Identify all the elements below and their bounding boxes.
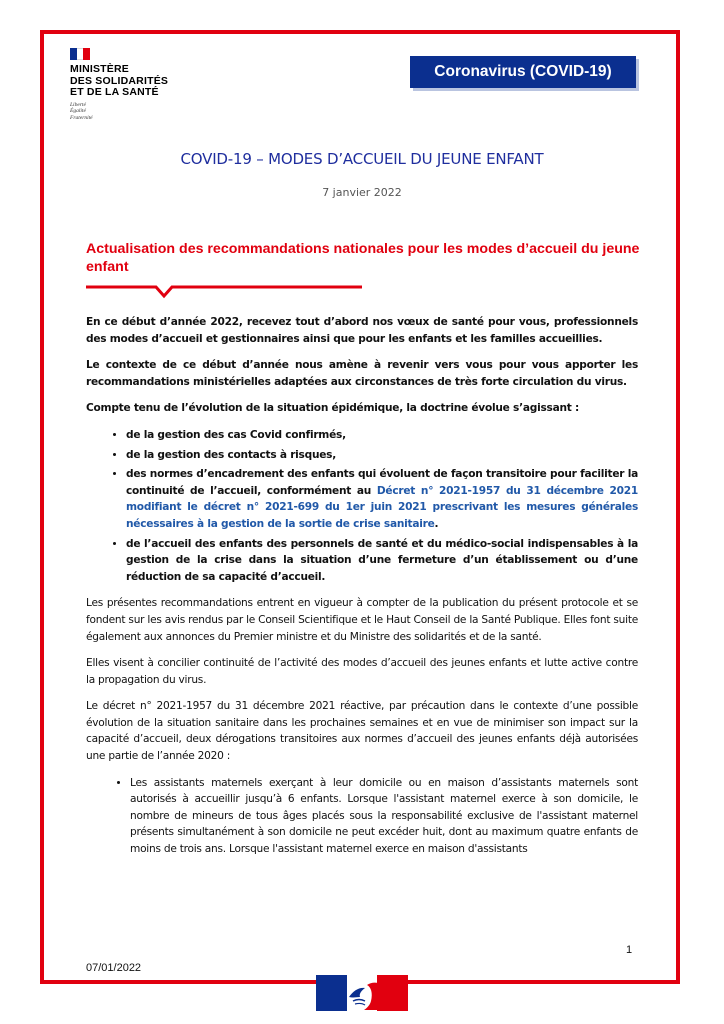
footer-date: 07/01/2022 bbox=[86, 962, 142, 974]
intro-paragraph: Compte tenu de l’évolution de la situation épidémique, la doctrine évolue s’agissant : bbox=[86, 402, 580, 415]
doctrine-list bbox=[86, 427, 638, 585]
document-date: 7 janvier 2022 bbox=[322, 186, 402, 199]
list-item: • Les assistants maternels exerçant à leur domicile ou en maison d’assistants maternels sont autorisés à accueillir jusqu’à 6 enfants. Lorsque l'assistant maternel exerce à son domicile, le nombre de mineurs de tous âges placés sous la responsabilité exclusive de l'assistant maternel présents simultanément à son domicile ne peut excéder huit, dont au maximum quatre enfants de moins de trois ans. Lorsque l'assistant maternel exerce en maison d'assistants bbox=[130, 775, 638, 858]
page-number: 1 bbox=[626, 944, 633, 956]
section-title: Actualisation des recommandations nationales pour les modes d’accueil du jeune enfant bbox=[86, 241, 640, 275]
list-item-text: des normes d’encadrement des enfants qui évoluent de façon transitoire pour faciliter la continuité de l’accueil, conformément au bbox=[126, 468, 638, 497]
topic-banner: Coronavirus (COVID-19) bbox=[410, 56, 636, 88]
flag-icon bbox=[70, 48, 90, 60]
decree-link[interactable]: Décret n° 2021-1957 du 31 décembre 2021 modifiant le décret n° 2021-699 du 1er juin 2021 prescrivant les mesures générales nécessaires à la gestion de la sortie de crise sanitaire bbox=[126, 484, 638, 530]
list-item: • de la gestion des cas Covid confirmés, bbox=[126, 427, 638, 444]
body-paragraph: Les présentes recommandations entrent en vigueur à compter de la publication du présent protocole et se fondent sur les avis rendus par le Conseil Scientifique et le Haut Conseil de la Santé Publique. Elles font suite également aux annonces du Premier ministre et du Ministre des solidarités et de la santé. bbox=[86, 597, 638, 643]
ministry-logo bbox=[70, 48, 190, 121]
title-underline bbox=[86, 284, 362, 300]
list-item bbox=[126, 466, 638, 532]
list-item: • de l’accueil des enfants des personnels de santé et du médico-social indispensables à la gestion de la crise dans la situation d’une fermeture d’un établissement ou d’une réduction de sa capacité d’accueil. bbox=[126, 536, 638, 586]
document-title: COVID-19 – MODES D’ACCUEIL DU JEUNE ENFANT bbox=[180, 150, 544, 168]
marianne-logo-icon bbox=[316, 975, 408, 1011]
document-body bbox=[86, 314, 638, 868]
list-item: • de la gestion des contacts à risques, bbox=[126, 447, 638, 464]
derogation-list bbox=[86, 775, 638, 858]
republic-motto: Liberté Égalité Fraternité bbox=[70, 101, 93, 121]
ministry-name: MINISTÈRE DES SOLIDARITÉS ET DE LA SANTÉ bbox=[70, 63, 169, 98]
intro-paragraph: Le contexte de ce début d’année nous amène à revenir vers vous pour vous apporter les recommandations ministérielles adaptées aux circonstances de très forte circulation du virus. bbox=[86, 359, 638, 388]
body-paragraph: Elles visent à concilier continuité de l’activité des modes d’accueil des jeunes enfants et lutte active contre la propagation du virus. bbox=[86, 657, 638, 686]
list-item-text: . bbox=[434, 517, 439, 530]
body-paragraph: Le décret n° 2021-1957 du 31 décembre 2021 réactive, par précaution dans le contexte d’une possible évolution de la situation sanitaire dans les prochaines semaines et en vue de minimiser son impact sur la capacité d’accueil, deux dérogations transitoires aux normes d’accueil des jeunes enfants déjà autorisées une partie de l’année 2020 : bbox=[86, 700, 638, 763]
intro-paragraph: En ce début d’année 2022, recevez tout d’abord nos vœux de santé pour vous, professionnels des modes d’accueil et gestionnaires ainsi que pour les enfants et les familles accueillies. bbox=[86, 316, 638, 345]
